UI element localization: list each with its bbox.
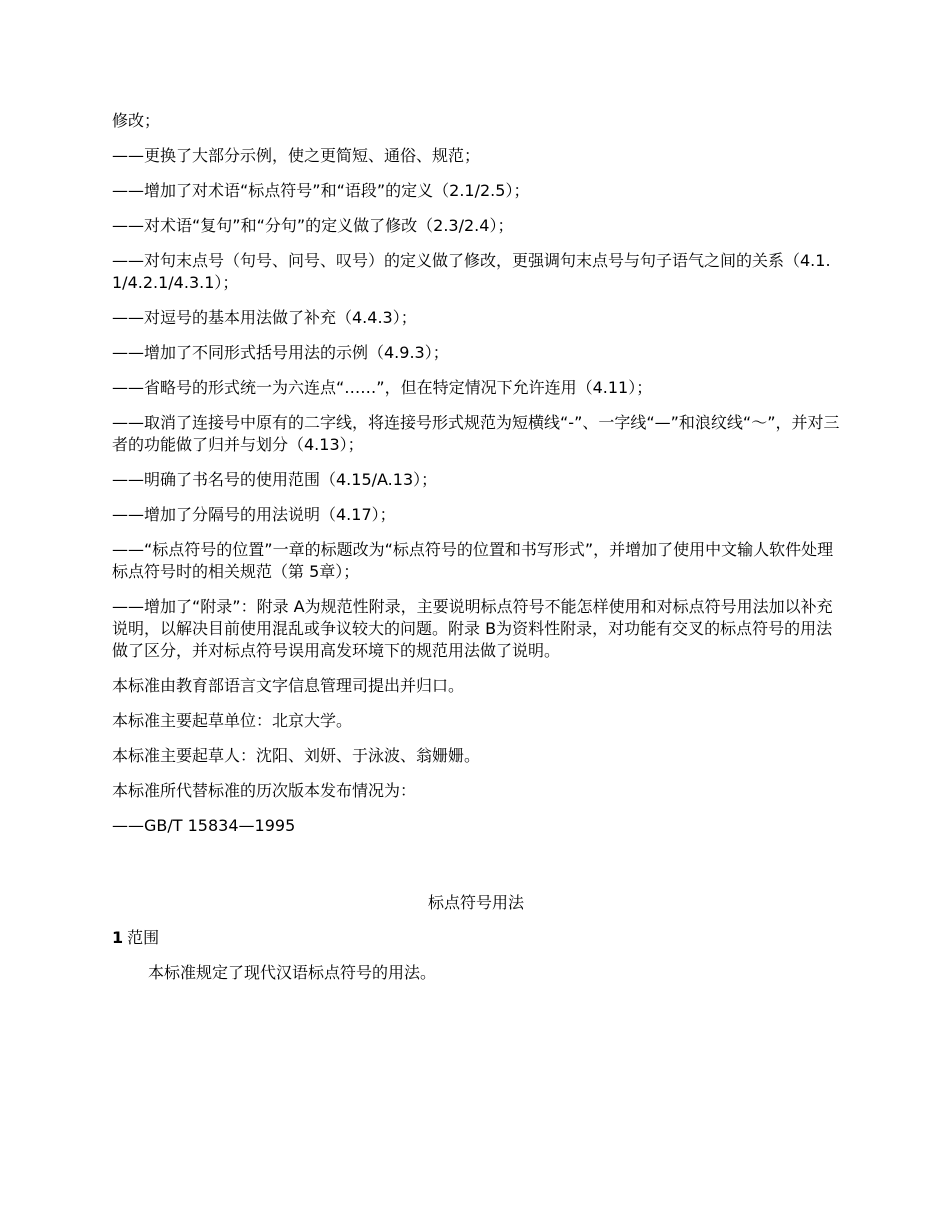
paragraph-brackets: ——增加了不同形式括号用法的示例（4.9.3）； <box>112 343 449 362</box>
paragraph-title-marks: ——明确了书名号的使用范围（4.15/A.13）； <box>112 470 438 489</box>
paragraph-edit: 修改； <box>112 111 161 130</box>
paragraph-ellipsis: ——省略号的形式统一为六连点“……”，但在特定情况下允许连用（4.11）； <box>112 378 653 397</box>
paragraph-complex-sentence: ——对术语“复句”和“分句”的定义做了修改（2.3/2.4）； <box>112 216 514 235</box>
paragraph-terms-definition: ——增加了对术语“标点符号”和“语段”的定义（2.1/2.5）； <box>112 181 530 200</box>
section-heading <box>112 927 840 949</box>
heading-text: 范围 <box>127 928 160 947</box>
paragraph-position-chapter: ——“标点符号的位置”一章的标题改为“标点符号的位置和书写形式”，并增加了使用中文输人软件处理标点符号时的相关规范（第 5章）； <box>112 540 834 581</box>
paragraph-drafting-unit: 本标准主要起草单位：北京大学。 <box>112 711 353 730</box>
paragraph-end-punctuation: ——对句末点号（句号、问号、叹号）的定义做了修改，更强调句末点号与句子语气之间的关系（4.1.1/4.2.1/4.3.1）； <box>112 251 831 292</box>
paragraph-history: 本标准所代替标准的历次版本发布情况为： <box>112 781 417 800</box>
heading-number: 1 <box>112 928 124 947</box>
document-page <box>112 110 840 984</box>
paragraph-proposer: 本标准由教育部语言文字信息管理司提出并归口。 <box>112 676 465 695</box>
paragraph-connector: ——取消了连接号中原有的二字线，将连接号形式规范为短横线“-”、一字线“—”和浪纹线“～”，并对三者的功能做了归并与划分（4.13）； <box>112 413 840 454</box>
paragraph-examples: ——更换了大部分示例，使之更简短、通俗、规范； <box>112 146 481 165</box>
section-title: 标点符号用法 <box>427 893 524 912</box>
paragraph-appendix: ——增加了“附录”：附录 A为规范性附录，主要说明标点符号不能怎样使用和对标点符号用法加以补充说明，以解决目前使用混乱或争议较大的问题。附录 B为资料性附录，对功能有交叉的标点符号的用法做了区分，并对标点符号误用高发环境下的规范用法做了说明。 <box>112 597 833 660</box>
section-body: 本标准规定了现代汉语标点符号的用法。 <box>148 963 437 982</box>
paragraph-drafters: 本标准主要起草人：沈阳、刘妍、于泳波、翁姗姗。 <box>112 746 481 765</box>
spacer <box>112 850 840 892</box>
paragraph-comma: ——对逗号的基本用法做了补充（4.4.3）； <box>112 308 417 327</box>
paragraph-separator: ——增加了分隔号的用法说明（4.17）； <box>112 505 396 524</box>
paragraph-previous-version: ——GB/T 15834—1995 <box>112 816 296 835</box>
